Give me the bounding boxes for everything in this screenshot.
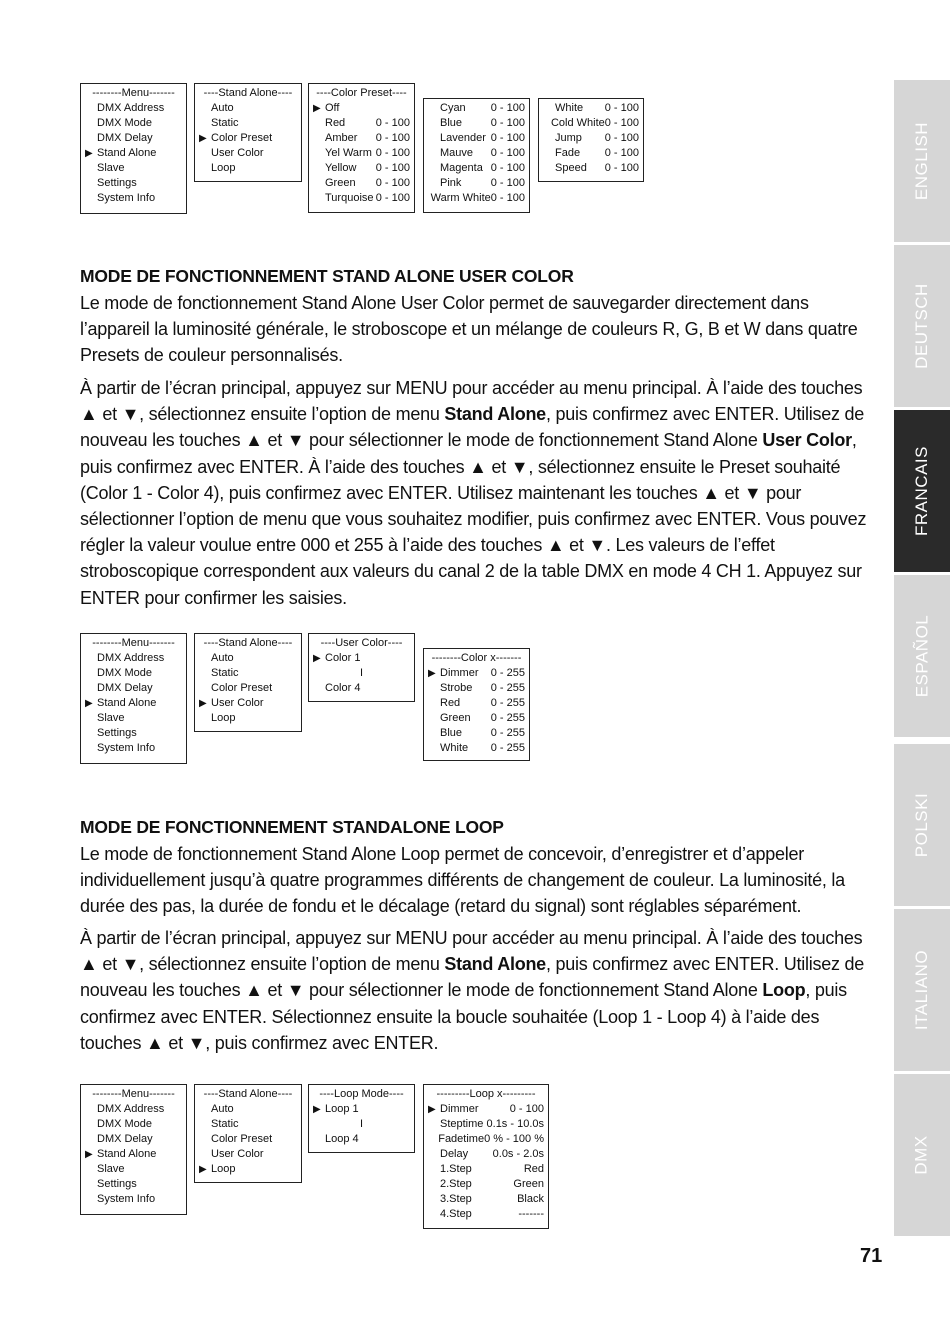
preset-value: 0 - 100 [490, 117, 525, 129]
tab-polski[interactable]: POLSKI [894, 744, 950, 906]
loop-x-value: 0.0s - 2.0s [492, 1148, 544, 1160]
tab-dmx[interactable]: DMX [894, 1074, 950, 1236]
menu-item-dmx-delay: DMX Delay [97, 132, 153, 144]
user-color-bold: User Color [762, 430, 852, 451]
menu-box-2 [80, 633, 187, 764]
selection-arrow-icon: ▶ [313, 1104, 321, 1115]
color-x-box [423, 648, 530, 761]
preset-label: Jump [555, 132, 582, 144]
menu-item-settings: Settings [97, 1178, 137, 1190]
color-x-label: Blue [440, 727, 463, 739]
color-preset-box-3 [538, 98, 644, 182]
stand-alone-title: ----Stand Alone---- [203, 1088, 293, 1100]
loop-x-value: Black [517, 1193, 544, 1205]
stand-alone-item-color-preset: Color Preset [211, 132, 273, 144]
stand-alone-item-auto: Auto [211, 1103, 234, 1115]
menu-item-settings: Settings [97, 727, 137, 739]
stand-alone-item-auto: Auto [211, 102, 234, 114]
menu-title: --------Menu------- [92, 1088, 175, 1100]
loop-x-value: 0.1s - 10.0s [486, 1118, 544, 1130]
section-heading-user-color: MODE DE FONCTIONNEMENT STAND ALONE USER COLOR [80, 266, 574, 286]
color-x-value: 0 - 255 [490, 667, 525, 679]
loop-x-label: 2.Step [440, 1178, 472, 1190]
menu-item-stand-alone: Stand Alone [97, 147, 157, 159]
preset-label: Warm White [430, 192, 491, 204]
preset-value: 0 - 100 [604, 102, 639, 114]
color-x-value: 0 - 255 [490, 682, 525, 694]
loop-x-label: 1.Step [440, 1163, 472, 1175]
color-x-label: White [440, 742, 469, 754]
preset-label: Yel Warm [325, 147, 372, 159]
preset-value: 0 - 100 [604, 132, 639, 144]
loop-x-title: ---------Loop x--------- [436, 1088, 536, 1100]
selection-arrow-icon: ▶ [199, 133, 207, 144]
preset-label: Amber [325, 132, 358, 144]
menu-item-dmx-address: DMX Address [97, 652, 165, 664]
loop-mode-separator: I [359, 1118, 364, 1130]
section1-paragraph-2: À partir de l’écran principal, appuyez sur MENU pour accéder au menu principal. À l’aide des touches ▲ et ▼, sélectionnez ensuite l’option de menu Stand Alone, puis confirmez avec ENTER. Utilisez de nouveau les touches ▲ et ▼ pour sélectionner le mode de fonctionnement Stand Alone User Color, puis confirmez avec ENTER. À l’aide des touches ▲ et ▼, sélectionnez ensuite le Preset souhaité (Color 1 - Color 4), puis confirmez avec ENTER. Utilisez maintenant les touches ▲ et ▼ pour sélectionner l’option de menu que vous souhaitez modifier, puis confirmez avec ENTER. Vous pouvez régler la valeur voulue entre 000 et 255 à l’aide des touches ▲ et ▼. Les valeurs de l’effet stroboscopique correspondent aux valeurs du canal 2 de la table DMX en mode 4 CH 1. Appuyez sur ENTER pour confirmer les saisies. [80, 378, 867, 608]
preset-label: Off [325, 102, 340, 114]
color-x-label: Dimmer [440, 667, 479, 679]
tab-italiano[interactable]: ITALIANO [894, 909, 950, 1071]
selection-arrow-icon: ▶ [85, 698, 93, 709]
preset-label: Turquoise [325, 192, 374, 204]
section-heading-loop: MODE DE FONCTIONNEMENT STANDALONE LOOP [80, 817, 504, 837]
menu-box-3 [80, 1084, 187, 1215]
preset-value: 0 - 100 [375, 132, 410, 144]
loop-mode-title: ----Loop Mode---- [319, 1088, 404, 1100]
preset-label: Speed [555, 162, 587, 174]
color-preset-box-2 [423, 98, 530, 213]
color-preset-box [308, 83, 415, 213]
stand-alone-title: ----Stand Alone---- [203, 637, 293, 649]
color-x-label: Strobe [440, 682, 473, 694]
color-x-value: 0 - 255 [490, 697, 525, 709]
menu-item-stand-alone: Stand Alone [97, 697, 157, 709]
stand-alone-item-color-preset: Color Preset [211, 682, 273, 694]
preset-value: 0 - 100 [490, 177, 525, 189]
loop-x-label: Delay [440, 1148, 469, 1160]
stand-alone-item-user-color: User Color [211, 147, 264, 159]
loop-x-label: Dimmer [440, 1103, 479, 1115]
preset-value: 0 - 100 [375, 147, 410, 159]
color-x-label: Green [440, 712, 471, 724]
stand-alone-item-loop: Loop [211, 712, 236, 724]
loop-x-value: 0 - 100 [509, 1103, 544, 1115]
stand-alone-item-loop: Loop [211, 162, 236, 174]
preset-value: 0 - 100 [490, 132, 525, 144]
preset-label: Green [325, 177, 356, 189]
menu-item-system-info: System Info [97, 742, 156, 754]
section2-paragraph-2: À partir de l’écran principal, appuyez sur MENU pour accéder au menu principal. À l’aide des touches ▲ et ▼, sélectionnez ensuite l’option de menu Stand Alone, puis confirmez avec ENTER. Utilisez de nouveau les touches ▲ et ▼ pour sélectionner le mode de fonctionnement Stand Alone Loop, puis confirmez avec ENTER. Sélectionnez ensuite la boucle souhaitée (Loop 1 - Loop 4) à l’aide des touches ▲ et ▼, puis confirmez avec ENTER. [80, 928, 865, 1053]
tab-espanol[interactable]: ESPAÑOL [894, 575, 950, 737]
menu-item-slave: Slave [97, 712, 125, 724]
preset-label: Pink [440, 177, 462, 189]
stand-alone-item-static: Static [211, 1118, 239, 1130]
loop-x-label: Fadetime [438, 1133, 485, 1145]
stand-alone-box-3 [194, 1084, 302, 1183]
tab-deutsch[interactable]: DEUTSCH [894, 245, 950, 407]
menu-item-dmx-mode: DMX Mode [97, 1118, 153, 1130]
stand-alone-item-user-color: User Color [211, 1148, 264, 1160]
menu-item-slave: Slave [97, 162, 125, 174]
preset-label: Blue [440, 117, 463, 129]
stand-alone-item-auto: Auto [211, 652, 234, 664]
stand-alone-item-loop: Loop [211, 1163, 236, 1175]
preset-value: 0 - 100 [375, 117, 410, 129]
loop-mode-box [308, 1084, 415, 1153]
preset-label: Mauve [440, 147, 474, 159]
color-x-label: Red [440, 697, 461, 709]
preset-value: 0 - 100 [604, 117, 639, 129]
section2-paragraph-1: Le mode de fonctionnement Stand Alone Loop permet de concevoir, d’enregistrer et d’appeler individuellement jusqu’à quatre programmes différents de changement de couleur. La luminosité, la durée des pas, la durée de fondu et le décalage (retard du signal) sont réglables séparément. [80, 844, 845, 917]
selection-arrow-icon: ▶ [85, 1149, 93, 1160]
user-color-separator: I [359, 667, 364, 679]
selection-arrow-icon: ▶ [85, 148, 93, 159]
preset-value: 0 - 100 [490, 147, 525, 159]
loop-mode-last: Loop 4 [325, 1133, 359, 1145]
stand-alone-box-2 [194, 633, 302, 732]
preset-label: White [555, 102, 584, 114]
menu-item-dmx-delay: DMX Delay [97, 682, 153, 694]
preset-label: Cold White [550, 117, 605, 129]
loop-x-label: 3.Step [440, 1193, 472, 1205]
menu-item-settings: Settings [97, 177, 137, 189]
preset-label: Red [325, 117, 346, 129]
selection-arrow-icon: ▶ [313, 103, 321, 114]
preset-value: 0 - 100 [604, 162, 639, 174]
selection-arrow-icon: ▶ [428, 668, 436, 679]
stand-alone-bold: Stand Alone [444, 404, 546, 425]
menu-item-slave: Slave [97, 1163, 125, 1175]
color-x-value: 0 - 255 [490, 727, 525, 739]
preset-value: 0 - 100 [375, 162, 410, 174]
loop-bold: Loop [762, 980, 806, 1001]
loop-mode-first: Loop 1 [325, 1103, 359, 1115]
tab-english[interactable]: ENGLISH [894, 80, 950, 242]
loop-x-box [423, 1084, 549, 1229]
menu-item-dmx-mode: DMX Mode [97, 667, 153, 679]
tab-francais[interactable]: FRANCAIS [894, 410, 950, 572]
menu-item-dmx-address: DMX Address [97, 102, 165, 114]
preset-value: 0 - 100 [375, 192, 410, 204]
color-x-title: --------Color x------- [431, 652, 522, 664]
preset-value: 0 - 100 [490, 192, 525, 204]
preset-label: Magenta [440, 162, 483, 174]
page-number: 71 [860, 1245, 883, 1267]
preset-value: 0 - 100 [375, 177, 410, 189]
color-x-value: 0 - 255 [490, 742, 525, 754]
loop-x-value: Red [523, 1163, 544, 1175]
stand-alone-item-user-color: User Color [211, 697, 264, 709]
preset-value: 0 - 100 [490, 162, 525, 174]
menu-item-stand-alone: Stand Alone [97, 1148, 157, 1160]
user-color-title: ----User Color---- [320, 637, 403, 649]
stand-alone-item-static: Static [211, 117, 239, 129]
menu-title: --------Menu------- [92, 637, 175, 649]
preset-label: Lavender [440, 132, 486, 144]
stand-alone-box-1 [194, 83, 302, 182]
menu-item-dmx-mode: DMX Mode [97, 117, 153, 129]
stand-alone-item-static: Static [211, 667, 239, 679]
preset-label: Yellow [325, 162, 357, 174]
preset-label: Cyan [440, 102, 466, 114]
menu-item-system-info: System Info [97, 1193, 156, 1205]
user-color-last: Color 4 [325, 682, 361, 694]
preset-value: 0 - 100 [604, 147, 639, 159]
selection-arrow-icon: ▶ [313, 653, 321, 664]
preset-label: Fade [555, 147, 581, 159]
loop-x-value: 0 % - 100 % [484, 1133, 544, 1145]
menu-item-system-info: System Info [97, 192, 156, 204]
menu-item-dmx-delay: DMX Delay [97, 1133, 153, 1145]
menu-item-dmx-address: DMX Address [97, 1103, 165, 1115]
loop-x-label: Steptime [440, 1118, 484, 1130]
loop-x-value: ------- [518, 1208, 544, 1220]
menu-title: --------Menu------- [92, 87, 175, 99]
loop-x-label: 4.Step [440, 1208, 472, 1220]
color-x-value: 0 - 255 [490, 712, 525, 724]
color-preset-title: ----Color Preset---- [316, 87, 407, 99]
selection-arrow-icon: ▶ [199, 1164, 207, 1175]
section1-paragraph-1: Le mode de fonctionnement Stand Alone User Color permet de sauvegarder directement dans l’appareil la luminosité générale, le stroboscope et un mélange de couleurs R, G, B et W dans quatre Presets de couleur personnalisés. [80, 293, 858, 366]
selection-arrow-icon: ▶ [199, 698, 207, 709]
stand-alone-bold: Stand Alone [444, 954, 546, 975]
user-color-box [308, 633, 415, 702]
selection-arrow-icon: ▶ [428, 1104, 436, 1115]
menu-box-1 [80, 83, 187, 214]
preset-value: 0 - 100 [490, 102, 525, 114]
stand-alone-title: ----Stand Alone---- [203, 87, 293, 99]
stand-alone-item-color-preset: Color Preset [211, 1133, 273, 1145]
user-color-first: Color 1 [325, 652, 361, 664]
loop-x-value: Green [513, 1178, 544, 1190]
